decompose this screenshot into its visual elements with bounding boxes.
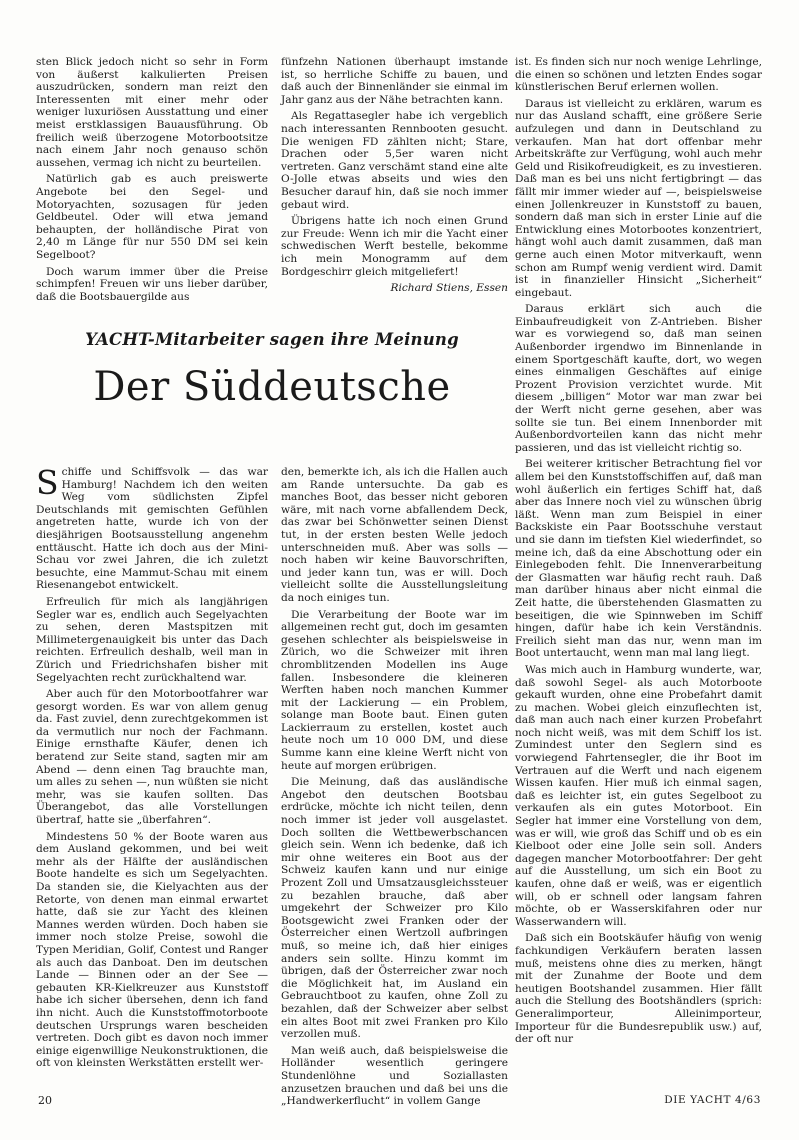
- paragraph: Doch warum immer über die Preise schimpfen! Freuen wir uns lieber darüber, daß die Bootsbauergilde aus: [36, 265, 268, 303]
- paragraph: ist. Es finden sich nur noch wenige Lehrlinge, die einen so schönen und letzten Endes sogar künstlerischen Beruf erlernen wollen.: [515, 56, 763, 94]
- paragraph: Daraus ist vielleicht zu erklären, warum es nur das Ausland schafft, eine größere Serie aufzulegen und dann in Deutschland zu verkaufen. Man hat dort offenbar mehr Arbeitskräfte zur Verfügung, wohl auch mehr Geld und Risikofreudigkeit, es zu investieren. Daß man es bei uns nicht fertigbringt — das fällt mir immer wieder auf —, beispielsweise einen Jollenkreuzer in Kunststoff zu bauen, sondern daß man sich in erster Linie auf die Entwicklung eines Motorbootes konzentriert, hängt wohl auch damit zusammen, daß man gerne auch einen Motor mitverkauft, wenn schon am Rumpf wenig verdient wird. Damit ist in finanzieller Hinsicht „Sicherheit“ eingebaut.: [515, 97, 762, 299]
- paragraph: Daraus erklärt sich auch die Einbaufreudigkeit von Z-Antrieben. Bisher war es vorwiegend so, daß man seinen Außenborder irgendwo im Binnenlande in einem Sportgeschäft kaufte, dort, wo wegen eines einmaligen Geschäftes auf einige Prozent Provision verzichtet wurde. Mit diesem „billigen“ Motor war man zwar bei der Werft nicht gerne gesehen, aber was sollte sie tun. Bei einem Innenborder mit Außenbordvorteilen kann das nicht mehr passieren, und das ist vielleicht richtig so.: [515, 303, 762, 454]
- paragraph: fünfzehn Nationen überhaupt imstande ist, so herrliche Schiffe zu bauen, und daß auch der Binnenländer sie einmal im Jahr ganz aus der Nähe betrachten kann.: [281, 56, 508, 106]
- drop-cap: S: [36, 463, 59, 502]
- paragraph: Daß sich ein Bootskäufer häufig von wenig fachkundigen Verkäufern beraten lassen muß, meistens ohne dies zu merken, hängt mit der Zunahme der Boote und dem heutigen Bootshandel zusammen. Hier fällt auch die Stellung des Bootshändlers (sprich: Generalimporteur, Alleinimporteur, Importeur für die Bundesrepublik usw.) auf, der oft nur: [515, 932, 762, 1046]
- paragraph: den, bemerkte ich, als ich die Hallen auch am Rande untersuchte. Da gab es manches Boot, das besser nicht geboren wäre, mit nach vorne abfallendem Deck, das zwar bei Schönwetter seinen Dienst tut, in der ersten besten Welle jedoch unterschneiden muß. Aber was solls — noch haben wir keine Bauvorschriften, und jeder kann tun, was er will. Doch vielleicht sollte die Ausstellungsleitung da noch einiges tun.: [281, 466, 508, 604]
- paragraph: sten Blick jedoch nicht so sehr in Form von äußerst kalkulierten Preisen auszudrücken, sondern man reizt den Interessenten mit einer mehr oder weniger luxuriösen Ausstattung und einer meist erstklassigen Bauausführung. Ob freilich weiß überzogene Motorbootsitze nach einem Jahr noch genauso schön aussehen, vermag ich nicht zu beurteilen.: [36, 56, 268, 169]
- lead-text: chiffe und Schiffsvolk — das war Hamburg! Nachdem ich den weiten Weg vom südlichsten Zipfel Deutschlands mit gemischten Gefühlen angetreten hatte, wurde ich von der diesjährigen Bootsausstellung angenehm enttäuscht. Hatte ich doch aus der Mini-Schau vor zwei Jahren, die ich zuletzt besuchte, eine Mammut-Schau mit einem Riesenangebot entwickelt.: [36, 466, 268, 592]
- paragraph: Was mich auch in Hamburg wunderte, war, daß sowohl Segel- als auch Motorboote gekauft wurden, ohne eine Probefahrt damit zu machen. Wobei gleich einzuflechten ist, daß man auch nach einer kurzen Probefahrt noch nicht weiß, was mit dem Schiff los ist. Zumindest unter den Seglern sind es vorwiegend Fahrtensegler, die ihr Boot im Vertrauen auf die Werft und nach eigenem Wissen kaufen. Hier muß ich einmal sagen, daß es leichter ist, ein gutes Segelboot zu verkaufen als ein gutes Motorboot. Ein Segler hat immer eine Vorstellung von dem, was er will, wie groß das Schiff und ob es ein Kielboot oder eine Jolle sein soll. Anders dagegen mancher Motorbootfahrer: Der geht auf die Ausstellung, um sich ein Boot zu kaufen, ohne daß er weiß, was er eigentlich will, ob er schnell oder langsam fahren möchte, ob er Wasserskifahren oder nur Wasserwandern will.: [515, 663, 762, 928]
- paragraph: Übrigens hatte ich noch einen Grund zur Freude: Wenn ich mir die Yacht einer schwedischen Werft bestelle, bekomme ich mein Monogramm auf dem Bordgeschirr gleich mitgeliefert!: [281, 215, 508, 278]
- article-column-1: [36, 463, 268, 1081]
- page-number: 20: [38, 1094, 52, 1107]
- article-kicker: YACHT-Mitarbeiter sagen ihre Meinung: [85, 330, 459, 349]
- paragraph: Natürlich gab es auch preiswerte Angebote bei den Segel- und Motoryachten, sozusagen für jeden Geldbeutel. Oder will etwa jemand behaupten, der holländische Pirat von 2,40 m Länge für nur 550 DM sei kein Segelboot?: [36, 173, 268, 261]
- issue-source: DIE YACHT 4/63: [664, 1094, 761, 1106]
- paragraph: Die Verarbeitung der Boote war im allgemeinen recht gut, doch im gesamten gesehen schlechter als beispielsweise in Zürich, wo die Schweizer mit ihren chromblitzenden Modellen ins Auge fallen. Insbesondere die kleineren Werften haben noch manchen Kummer mit der Lackierung — ein Problem, solange man Boote baut. Einen guten Lackierraum zu erstellen, kostet auch heute noch um 10 000 DM, und diese Summe kann eine kleine Werft nicht von heute auf morgen erübrigen.: [281, 608, 508, 772]
- previous-letter-column-2: [281, 56, 508, 356]
- article-column-2: [281, 466, 508, 1108]
- paragraph: Als Regattasegler habe ich vergeblich nach interessanten Rennbooten gesucht. Die wenigen FD zählten nicht; Stare, Drachen oder 5,5er waren nicht vertreten. Ganz verschämt stand eine alte O-Jolle etwas abseits und wies den Besucher darauf hin, daß sie noch immer gebaut wird.: [281, 110, 508, 211]
- article-title: Der Süddeutsche: [93, 364, 451, 410]
- article-column-3: [515, 56, 762, 1096]
- paragraph: Die Meinung, daß das ausländische Angebot den deutschen Bootsbau erdrücke, möchte ich nicht teilen, denn noch immer ist jeder voll ausgelastet. Doch sollten die Wettbewerbschancen gleich sein. Wenn ich bedenke, daß ich mir ohne weiteres ein Boot aus der Schweiz kaufen kann und nur einige Prozent Zoll und Umsatzausgleichssteuer zu bezahlen brauche, daß aber umgekehrt der Schweizer pro Kilo Bootsgewicht zwei Franken oder der Österreicher einen Wertzoll aufbringen muß, so meine ich, daß hier einiges anders sein sollte. Hinzu kommt im übrigen, daß der Österreicher zwar noch die Möglichkeit hat, im Ausland ein Gebrauchtboot zu kaufen, ohne Zoll zu bezahlen, daß der Schweizer aber selbst ein altes Boot mit zwei Franken pro Kilo verzollen muß.: [281, 776, 508, 1041]
- paragraph: Erfreulich für mich als langjährigen Segler war es, endlich auch Segelyachten zu sehen, deren Mastspitzen mit Millimetergenauigkeit bis unter das Dach reichten. Erfreulich deshalb, weil man in Zürich und Friedrichshafen bisher mit Segelyachten recht zurückhaltend war.: [36, 595, 268, 684]
- lead-paragraph: [36, 463, 268, 592]
- letter-signature: Richard Stiens, Essen: [390, 282, 508, 295]
- paragraph: Mindestens 50 % der Boote waren aus dem Ausland gekommen, und bei weit mehr als der Hälfte der ausländischen Boote handelte es sich um Segelyachten. Da standen sie, die Kielyachten aus der Retorte, von denen man einmal erwartet hatte, daß sie zur Yacht des kleinen Mannes werden würden. Doch haben sie immer noch stolze Preise, sowohl die Typen Meridian, Golif, Contest und Ranger als auch das Danboat. Den im deutschen Lande — Binnen oder an der See — gebauten KR-Kielkreuzer aus Kunststoff habe ich sicher übersehen, denn ich fand ihn nicht. Auch die Kunststoffmotorboote deutschen Ursprungs waren bescheiden vertreten. Doch gibt es davon noch immer einige eigenwillige Neukonstruktionen, die oft von kleinsten Werkstätten erstellt wer-: [36, 830, 268, 1070]
- paragraph: Aber auch für den Motorbootfahrer war gesorgt worden. Es war von allem genug da. Fast zuviel, denn zurechtgekommen ist da vermutlich nur noch der Fachmann. Einige ernsthafte Käufer, denen ich beratend zur Seite stand, sagten mir am Abend — denn einen Tag brauchte man, um alles zu sehen —, nun wüßten sie nicht mehr, was sie kaufen sollten. Das Überangebot, das alle Vorstellungen übertraf, hatte sie „überfahren“.: [36, 688, 268, 827]
- previous-letter-column-1: [36, 56, 268, 306]
- paragraph: Man weiß auch, daß beispielsweise die Holländer wesentlich geringere Stundenlöhne und Soziallasten anzusetzen brauchen und daß bei uns die „Handwerkerflucht“ in vollem Gange: [281, 1044, 508, 1108]
- paragraph: Bei weiterer kritischer Betrachtung fiel vor allem bei den Kunststoffschiffen auf, daß man wohl äußerlich ein fertiges Schiff hat, daß aber das Innere noch viel zu wünschen übrig läßt. Wenn man zum Beispiel in einer Backskiste ein Paar Bootsschuhe verstaut und sie dann im tiefsten Kiel wiederfindet, so meine ich, daß da eine Abschottung oder ein Einlegeboden fehlt. Die Innenverarbeitung der Glasmatten war häufig recht rauh. Daß man darüber hinaus aber nicht einmal die Zeit hatte, die überstehenden Glasmatten zu beseitigen, die wie Spinnweben im Schiff hingen, dafür habe ich kein Verständnis. Freilich sieht man das nur, wenn man im Boot untertaucht, wenn man mal lang liegt.: [515, 458, 762, 660]
